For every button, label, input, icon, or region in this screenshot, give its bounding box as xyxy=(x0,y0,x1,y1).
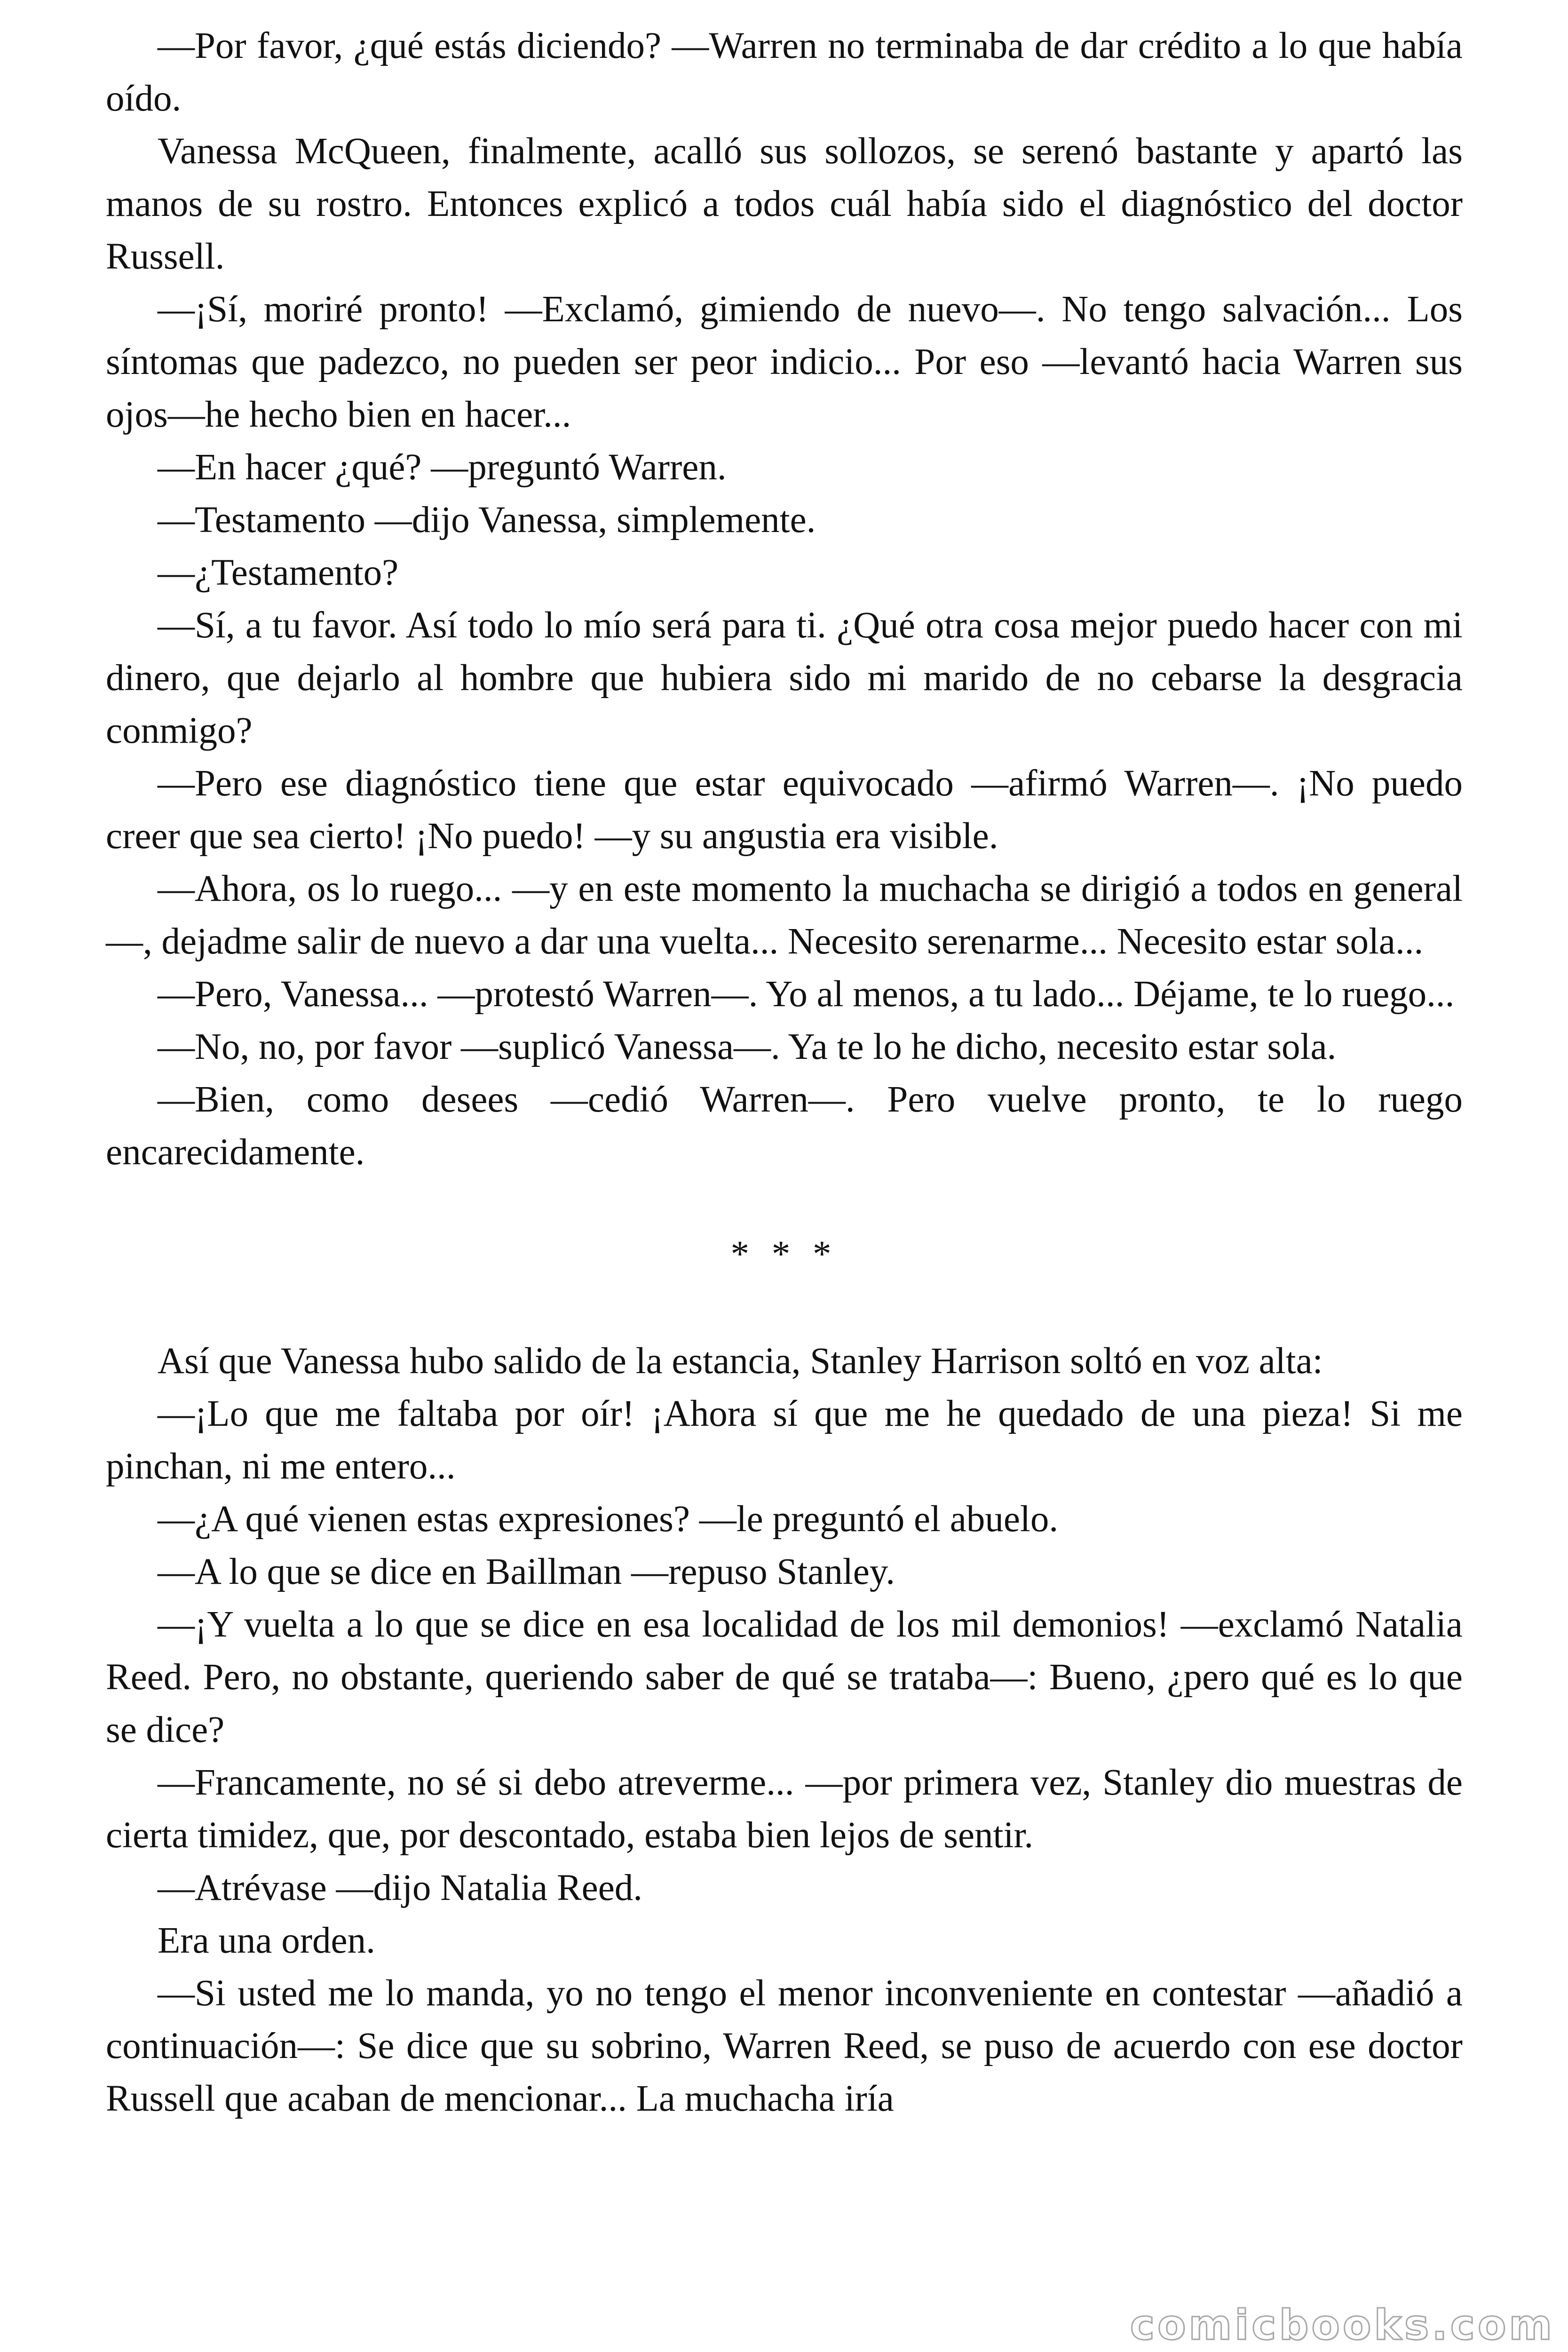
section-before xyxy=(106,20,1463,1179)
paragraph: —¿Testamento? xyxy=(158,552,399,593)
paragraph: —En hacer ¿qué? —preguntó Warren. xyxy=(158,447,727,488)
paragraph: —Si usted me lo manda, yo no tengo el menor inconveniente en contestar —añadió a continuación—: Se dice que su sobrino, Warren Reed, se puso de acuerdo con ese doctor Russell que acaban de mencionar... La muchacha iría xyxy=(106,1973,1463,2119)
paragraph: —¿A qué vienen estas expresiones? —le preguntó el abuelo. xyxy=(158,1499,1059,1540)
paragraph: —Francamente, no sé si debo atreverme... —por primera vez, Stanley dio muestras de cierta timidez, que, por descontado, estaba bien lejos de sentir. xyxy=(106,1762,1463,1856)
paragraph: Era una orden. xyxy=(158,1920,375,1961)
paragraph: —Sí, a tu favor. Así todo lo mío será para ti. ¿Qué otra cosa mejor puedo hacer con mi dinero, que dejarlo al hombre que hubiera sido mi marido de no cebarse la desgracia conmigo? xyxy=(106,605,1463,751)
paragraph: —A lo que se dice en Baillman —repuso Stanley. xyxy=(158,1551,895,1592)
document-page xyxy=(106,20,1463,2125)
paragraph: —Pero ese diagnóstico tiene que estar equivocado —afirmó Warren—. ¡No puedo creer que sea cierto! ¡No puedo! —y su angustia era visible. xyxy=(106,763,1463,857)
paragraph: Así que Vanessa hubo salido de la estancia, Stanley Harrison soltó en voz alta: xyxy=(158,1341,1323,1382)
paragraph: —Atrévase —dijo Natalia Reed. xyxy=(158,1867,643,1908)
watermark: comicbooks.com xyxy=(1130,2301,1555,2349)
paragraph: —¡Y vuelta a lo que se dice en esa localidad de los mil demonios! —exclamó Natalia Reed. Pero, no obstante, queriendo saber de qué se trataba—: Bueno, ¿pero qué es lo que se dice? xyxy=(106,1604,1463,1750)
paragraph: Vanessa McQueen, finalmente, acalló sus sollozos, se serenó bastante y apartó las manos de su rostro. Entonces explicó a todos cuál había sido el diagnóstico del doctor Russell. xyxy=(106,131,1463,277)
paragraph: —Por favor, ¿qué estás diciendo? —Warren no terminaba de dar crédito a lo que había oído. xyxy=(106,25,1463,119)
paragraph: —Ahora, os lo ruego... —y en este momento la muchacha se dirigió a todos en general—, dejadme salir de nuevo a dar una vuelta... Necesito serenarme... Necesito estar sola... xyxy=(106,868,1463,962)
paragraph: —Pero, Vanessa... —protestó Warren—. Yo al menos, a tu lado... Déjame, te lo ruego... xyxy=(158,974,1455,1015)
paragraph: —¡Lo que me faltaba por oír! ¡Ahora sí que me he quedado de una pieza! Si me pinchan, ni me entero... xyxy=(106,1393,1463,1487)
scene-separator: * * * xyxy=(730,1234,838,1275)
paragraph: —Testamento —dijo Vanessa, simplemente. xyxy=(158,500,816,540)
paragraph: —No, no, por favor —suplicó Vanessa—. Ya te lo he dicho, necesito estar sola. xyxy=(158,1026,1337,1067)
paragraph: —Bien, como desees —cedió Warren—. Pero vuelve pronto, te lo ruego encarecidamente. xyxy=(106,1079,1463,1173)
section-after xyxy=(106,1335,1463,2125)
paragraph: —¡Sí, moriré pronto! —Exclamó, gimiendo de nuevo—. No tengo salvación... Los síntomas que padezco, no pueden ser peor indicio... Por eso —levantó hacia Warren sus ojos—he hecho bien en hacer... xyxy=(106,289,1463,435)
